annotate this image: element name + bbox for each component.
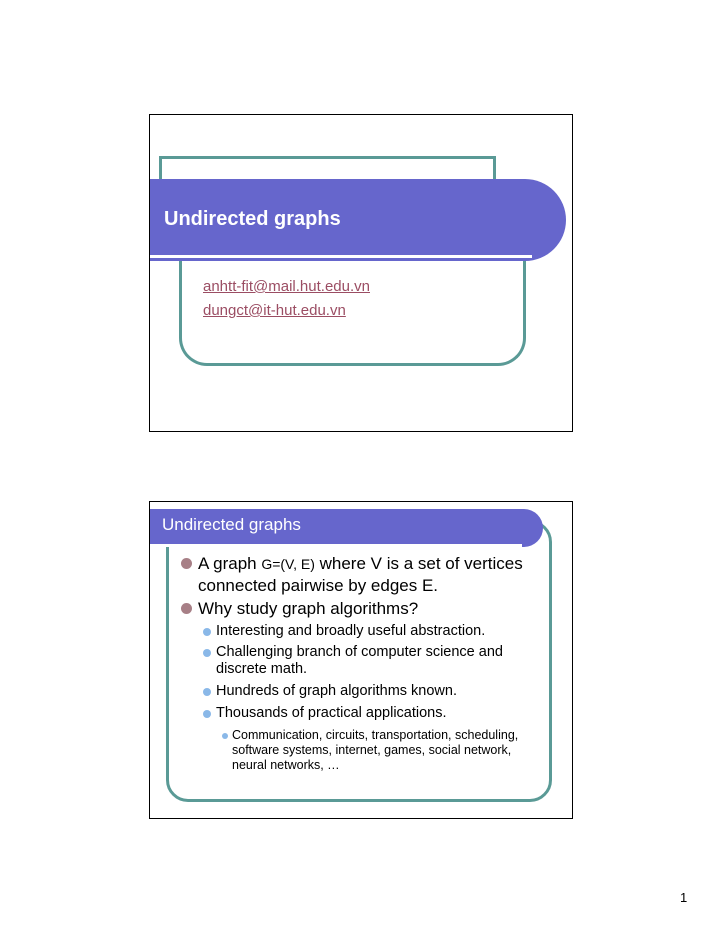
list-item [216, 683, 536, 700]
bullet-text: Thousands of practical applications. [216, 705, 447, 721]
slide-title [149, 114, 573, 432]
slide-heading: Undirected graphs [162, 515, 301, 534]
email-link[interactable]: dungct@it-hut.edu.vn [203, 302, 346, 319]
bullet-icon [181, 558, 192, 569]
page-number: 1 [680, 890, 688, 905]
bullet-icon [203, 649, 211, 657]
bullet-text: Interesting and broadly useful abstraction. [216, 623, 486, 639]
graph-notation: G=(V, E) [261, 556, 315, 572]
bullet-text: where V is a set of vertices connected pairwise by edges E. [198, 554, 523, 595]
slide-title-text: Undirected graphs [164, 208, 341, 230]
header-band-line [150, 544, 522, 547]
bullet-icon [203, 628, 211, 636]
title-band-line [150, 255, 532, 258]
bullet-icon [181, 603, 192, 614]
email-link[interactable]: anhtt-fit@mail.hut.edu.vn [203, 278, 370, 295]
bullet-text: Challenging branch of computer science and discrete math. [216, 644, 503, 677]
list-item [198, 553, 558, 596]
bullet-text: Why study graph algorithms? [198, 599, 419, 618]
bullet-icon [203, 688, 211, 696]
list-item [198, 598, 558, 619]
bullet-icon [203, 710, 211, 718]
list-item [232, 728, 532, 773]
bullet-text: Communication, circuits, transportation, scheduling, software systems, internet, games, social network, neural networks, … [232, 728, 519, 772]
list-item [216, 644, 516, 678]
bullet-icon [222, 733, 228, 739]
slide-content [149, 501, 573, 819]
bullet-text: A graph [198, 554, 262, 573]
list-item [216, 705, 536, 722]
list-item [216, 623, 536, 640]
bullet-text: Hundreds of graph algorithms known. [216, 683, 457, 699]
